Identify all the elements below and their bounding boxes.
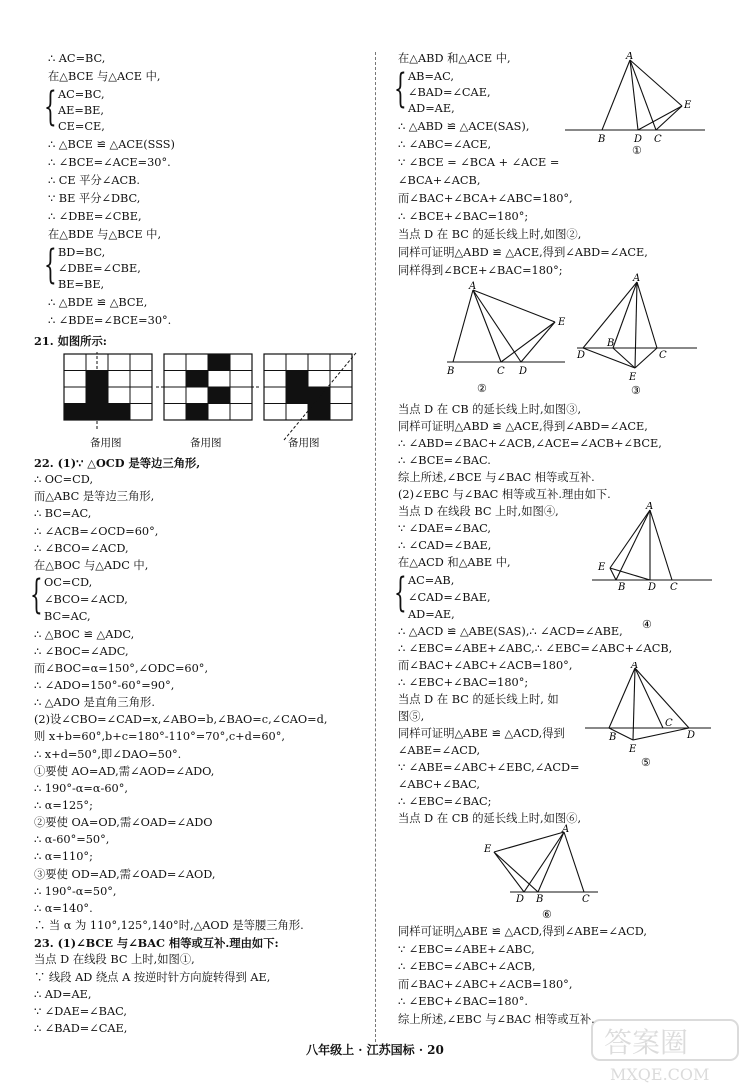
- text-line: 在△BCE 与△ACE 中,: [48, 70, 161, 83]
- text-line: ∴ ∠CAD=∠BAE,: [398, 539, 492, 553]
- text-line: ∠CAD=∠BAE,: [408, 590, 491, 604]
- svg-text:B: B: [598, 134, 606, 145]
- text-line: ∵ ∠ABE=∠ABC+∠EBC,∠ACD=: [398, 761, 580, 775]
- text-line: ∠ABC+∠BAC,: [398, 778, 481, 792]
- brace-icon: {: [394, 569, 407, 616]
- text-line: ∴ 当 α 为 110°,125°,140°时,△AOD 是等腰三角形.: [34, 919, 304, 933]
- text-line: ∴ ∠BCE=∠ACE=30°.: [48, 156, 171, 169]
- brace-icon: {: [44, 84, 57, 130]
- figure-6: [480, 824, 600, 922]
- text-line: ∴ ∠EBC=∠ABE+∠ABC,∴ ∠EBC=∠ABC+∠ACB,: [398, 641, 673, 655]
- text-line: ∴ 190°-α=50°,: [34, 884, 117, 898]
- text-line: ∴ ∠BAD=∠CAE,: [34, 1021, 128, 1035]
- svg-text:E: E: [684, 100, 692, 111]
- text-line: AD=AE,: [408, 607, 455, 621]
- svg-text:E: E: [484, 844, 492, 855]
- text-line: BC=AC,: [44, 610, 91, 624]
- svg-text:B: B: [607, 338, 615, 349]
- text-line: ∠BCO=∠ACD,: [44, 593, 128, 607]
- svg-text:E: E: [629, 372, 637, 383]
- svg-text:D: D: [687, 730, 696, 741]
- text-line: ∴ BC=AC,: [34, 507, 92, 521]
- text-line: ∴ OC=CD,: [34, 473, 94, 487]
- brace-icon: {: [44, 242, 57, 288]
- brace-icon: {: [394, 66, 407, 112]
- text-line: ∴ ∠ABD=∠BAC+∠ACB,∠ACE=∠ACB+∠BCE,: [398, 437, 662, 451]
- text-line: ∴ α=140°.: [34, 901, 93, 915]
- figure-2: [425, 278, 575, 396]
- text-line: CE=CE,: [58, 120, 105, 133]
- text-line: ∠BCA+∠ACB,: [398, 174, 481, 187]
- text-line: ∴ ∠EBC+∠BAC=180°;: [398, 675, 529, 689]
- text-line: ∴ α-60°=50°,: [34, 833, 110, 847]
- text-line: 而∠BAC+∠BCA+∠ABC=180°,: [398, 192, 573, 205]
- text-line: 当点 D 在 CB 的延长线上时,如图⑥,: [398, 812, 582, 826]
- text-line: 当点 D 在 BC 的延长线上时,如图②,: [398, 228, 582, 241]
- svg-text:A: A: [562, 824, 570, 835]
- svg-text:A: A: [626, 52, 634, 62]
- text-line: ∴ x+d=50°,即∠DAO=50°.: [34, 747, 182, 761]
- svg-text:D: D: [648, 582, 657, 593]
- grid-caption: 备用图: [288, 437, 320, 449]
- text-line: 在△ACD 和△ABE 中,: [398, 556, 511, 570]
- brace-icon: {: [30, 572, 43, 619]
- text-line: ∵ ∠DAE=∠BAC,: [398, 522, 491, 536]
- svg-text:C: C: [659, 350, 667, 361]
- text-line: 在△ABD 和△ACE 中,: [398, 52, 511, 65]
- text-line: AB=AC,: [408, 70, 454, 83]
- grid-figure-2: [156, 354, 260, 420]
- text-line: ∠ABE=∠ACD,: [398, 744, 481, 757]
- text-line: 当点 D 在 CB 的延长线上时,如图③,: [398, 403, 582, 416]
- text-line: ∴ △BCE ≌ △ACE(SSS): [48, 138, 175, 151]
- watermark-url: MXQE.COM: [610, 1065, 710, 1084]
- svg-text:D: D: [634, 134, 643, 145]
- question-number: 21. 如图所示:: [34, 334, 107, 348]
- text-line: AE=BE,: [58, 104, 105, 117]
- text-line: ∴ ∠EBC=∠BAC;: [398, 795, 492, 809]
- text-line: ∵ 线段 AD 绕点 A 按逆时针方向旋转得到 AE,: [34, 970, 271, 984]
- text-line: ∴ α=125°;: [34, 799, 93, 812]
- text-line: 当点 D 在线段 BC 上时,如图④,: [398, 505, 559, 519]
- text-line: 而∠BAC+∠ABC+∠ACB=180°,: [398, 658, 573, 672]
- text-line: AC=AB,: [408, 573, 455, 587]
- text-line: 同样可证明△ABD ≌ △ACE,得到∠ABD=∠ACE,: [398, 246, 648, 259]
- text-line: ∠BAD=∠CAE,: [408, 86, 491, 99]
- text-line: ∴ ∠BOC=∠ADC,: [34, 644, 129, 658]
- figure-number: ⑤: [641, 756, 651, 769]
- text-line: 则 x+b=60°,b+c=180°-110°=70°,c+d=60°,: [34, 730, 285, 744]
- figure-3: [575, 272, 705, 396]
- text-line: 同样可证明△ABD ≌ △ACE,得到∠ABD=∠ACE,: [398, 420, 648, 434]
- text-line: ∵ ∠BCE = ∠BCA + ∠ACE =: [398, 156, 560, 169]
- text-line: (2)∠EBC 与∠BAC 相等或互补.理由如下.: [398, 488, 611, 502]
- text-line: ∴ AD=AE,: [34, 987, 92, 1001]
- grid-caption: 备用图: [90, 437, 122, 449]
- text-line: ∴ CE 平分∠ACB.: [48, 174, 141, 187]
- text-line: AD=AE,: [408, 102, 455, 115]
- text-line: ∴ △ADO 是直角三角形.: [34, 696, 155, 710]
- svg-text:E: E: [598, 562, 606, 573]
- text-line: ∴ ∠EBC=∠ABC+∠ACB,: [398, 960, 536, 974]
- grid-caption: 备用图: [190, 437, 222, 449]
- figure-number: ④: [642, 618, 652, 631]
- text-line: ∵ ∠DAE=∠BAC,: [34, 1004, 127, 1018]
- text-line: ∵ ∠EBC=∠ABE+∠ABC,: [398, 942, 535, 956]
- watermark-logo: [590, 1016, 740, 1086]
- text-line: ③要使 OD=AD,需∠OAD=∠AOD,: [34, 867, 216, 881]
- svg-text:B: B: [618, 582, 626, 593]
- text-line: 当点 D 在 BC 的延长线上时, 如: [398, 692, 559, 706]
- text-line: 而△ABC 是等边三角形,: [34, 490, 155, 504]
- svg-text:A: A: [469, 281, 477, 292]
- text-line: 当点 D 在线段 BC 上时,如图①,: [34, 953, 195, 967]
- text-line: ∴ △ABD ≌ △ACE(SAS),: [398, 120, 530, 133]
- text-line: BE=BE,: [58, 278, 105, 291]
- text-line: ∴ ∠BCE+∠BAC=180°;: [398, 210, 529, 223]
- figure-number: ⑥: [542, 908, 552, 921]
- text-line: ∴ ∠ABC=∠ACE,: [398, 138, 492, 151]
- grid-figure-1: [64, 352, 152, 430]
- svg-text:C: C: [670, 582, 678, 593]
- figure-5: [585, 662, 713, 772]
- svg-text:C: C: [654, 134, 662, 145]
- text-line: BD=BC,: [58, 246, 106, 259]
- text-line: OC=CD,: [44, 576, 93, 590]
- text-line: 在△BOC 与△ADC 中,: [34, 558, 149, 572]
- text-line: 而∠BAC+∠ABC+∠ACB=180°,: [398, 977, 573, 991]
- text-line: ∴ AC=BC,: [48, 52, 106, 65]
- watermark-title: 答案圈: [604, 1026, 689, 1059]
- svg-text:A: A: [633, 273, 641, 284]
- svg-text:C: C: [665, 718, 673, 729]
- text-line: 在△BDE 与△BCE 中,: [48, 228, 162, 241]
- figure-number: ②: [477, 382, 487, 395]
- text-line: ∴ 190°-α=α-60°,: [34, 781, 128, 795]
- svg-text:C: C: [497, 366, 505, 377]
- text-line: (2)设∠CBO=∠CAD=x,∠ABO=b,∠BAO=c,∠CAO=d,: [34, 713, 328, 727]
- text-line: ∴ ∠DBE=∠CBE,: [48, 210, 142, 223]
- text-line: ∴ ∠BCE=∠BAC.: [398, 454, 491, 468]
- figure-number: ①: [632, 144, 642, 157]
- text-line: AC=BC,: [58, 88, 105, 101]
- svg-text:B: B: [447, 366, 455, 377]
- text-line: ①要使 AO=AD,需∠AOD=∠ADO,: [34, 764, 215, 778]
- text-line: ∵ BE 平分∠DBC,: [48, 192, 141, 205]
- text-line: ∠DBE=∠CBE,: [58, 262, 141, 275]
- text-line: ∴ ∠ACB=∠OCD=60°,: [34, 524, 159, 538]
- text-line: ∴ ∠ADO=150°-60°=90°,: [34, 678, 175, 692]
- text-line: 同样得到∠BCE+∠BAC=180°;: [398, 264, 563, 277]
- figure-4: [590, 502, 715, 632]
- page-footer: 八年级上 · 江苏国标 · 20: [306, 1043, 444, 1057]
- svg-text:B: B: [609, 732, 617, 743]
- svg-text:E: E: [558, 317, 566, 328]
- figure-1: [560, 52, 710, 157]
- text-line: ②要使 OA=OD,需∠OAD=∠ADO: [34, 816, 213, 830]
- text-line: ∴ △BOC ≌ △ADC,: [34, 627, 135, 641]
- svg-text:D: D: [519, 366, 528, 377]
- text-line: ∴ △BDE ≌ △BCE,: [48, 296, 148, 309]
- svg-text:B: B: [536, 894, 544, 905]
- text-line: ∴ α=110°;: [34, 850, 93, 864]
- text-line: 综上所述,∠EBC 与∠BAC 相等或互补.: [398, 1013, 595, 1026]
- text-line: 图⑤,: [398, 709, 425, 723]
- svg-text:A: A: [631, 662, 639, 671]
- svg-text:E: E: [629, 744, 637, 755]
- column-divider: [375, 52, 376, 1042]
- svg-text:D: D: [516, 894, 525, 905]
- svg-text:D: D: [577, 350, 586, 361]
- text-line: ∴ ∠BCO=∠ACD,: [34, 541, 129, 555]
- grid-figures: [60, 352, 360, 452]
- text-line: 而∠BOC=α=150°,∠ODC=60°,: [34, 661, 209, 675]
- figure-number: ③: [631, 384, 641, 396]
- text-line: 23. (1)∠BCE 与∠BAC 相等或互补.理由如下:: [34, 936, 279, 951]
- text-line: ∴ △ACD ≌ △ABE(SAS),∴ ∠ACD=∠ABE,: [398, 624, 623, 638]
- text-line: 22. (1)∵ △OCD 是等边三角形,: [34, 456, 201, 470]
- svg-text:C: C: [582, 894, 590, 905]
- text-line: ∴ ∠BDE=∠BCE=30°.: [48, 314, 172, 327]
- text-line: 综上所述,∠BCE 与∠BAC 相等或互补.: [398, 471, 595, 485]
- grid-figure-3: [264, 352, 360, 440]
- svg-text:A: A: [646, 502, 654, 512]
- text-line: ∴ ∠EBC+∠BAC=180°.: [398, 995, 528, 1009]
- text-line: 同样可证明△ABE ≌ △ACD,得到: [398, 726, 565, 740]
- text-line: 同样可证明△ABE ≌ △ACD,得到∠ABE=∠ACD,: [398, 925, 648, 938]
